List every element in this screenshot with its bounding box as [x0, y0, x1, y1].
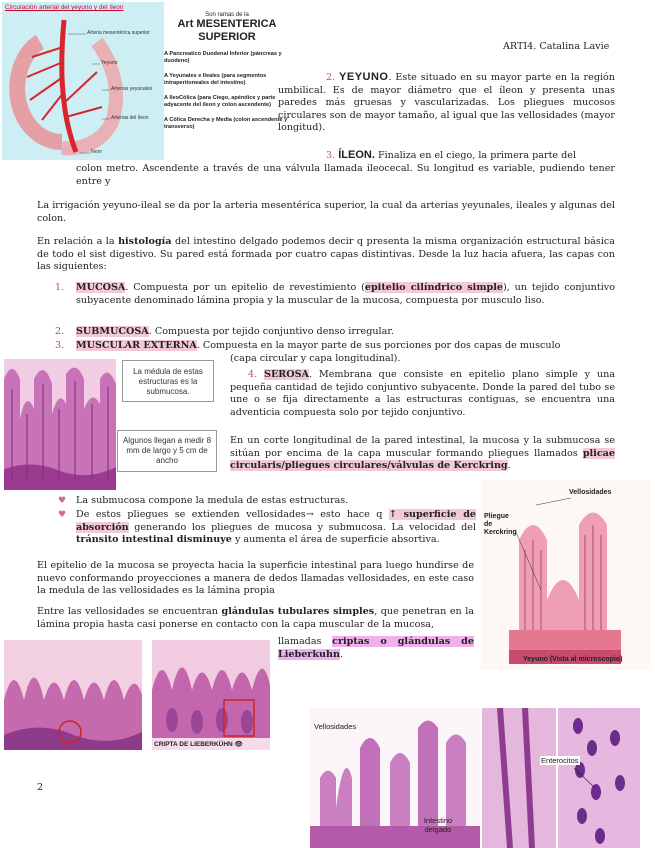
ileon-number: 3. [326, 150, 336, 161]
histologia-bold: histología [118, 236, 172, 247]
bullet-2-highlight: ↑ superficie de absorción [76, 509, 477, 533]
figure-crypt-histology-1 [4, 640, 142, 750]
layer-mucosa [55, 282, 615, 307]
corte-text: En un corte longitudinal de la pared intestinal, la mucosa y la submucosa se sitúan por encima de la capa muscular formando pliegues llamados [230, 435, 615, 459]
serosa-number: 4. [248, 369, 258, 380]
bullet-pliegues [58, 509, 477, 547]
muscular-title: MUSCULAR EXTERNA [76, 340, 197, 351]
layer-serosa [230, 369, 615, 419]
yeyuno-title: YEYUNO [339, 71, 389, 83]
yeyuno-number: 2. [326, 72, 336, 83]
bullet-2-post: y aumenta el área de superficie absortiva. [231, 534, 440, 546]
corte-end: . [507, 460, 511, 472]
heart-bullet-icon: ♥ [58, 496, 67, 506]
glandulas-line3 [278, 636, 474, 661]
mesenterica-title-1: Art MESENTERICA [177, 18, 277, 30]
figure-yeyuno-microscope [481, 480, 651, 670]
mesenteric-artery-illustration [2, 2, 164, 160]
submucosa-text: . Compuesta por tejido conjuntivo denso irregular. [148, 326, 394, 337]
figure-title: Circulación arterial del yeyuno y del íleon [5, 4, 124, 11]
mucosa-title: MUCOSA [76, 282, 126, 293]
ileon-heading-line [278, 149, 615, 163]
figure-villi-histology [4, 359, 116, 490]
mucosa-post: ), un tejido conjuntivo subyacente denominado lámina propia y la muscular de la mucosa, compuesta por musculo liso. [76, 282, 615, 306]
submucosa-title: SUBMUCOSA [76, 326, 149, 337]
crypt-illustration-2 [152, 640, 270, 738]
mesenterica-item: A Cólica Derecha y Media (colon ascendente y transverso) [164, 117, 288, 130]
submucosa-number: 2. [55, 326, 65, 337]
glandulas-end: . [339, 648, 343, 660]
callout-medir: Algunos llegan a medir 8 mm de largo y 5 cm de ancho [117, 430, 217, 472]
label-yeyuno: Yeyuno [101, 60, 118, 66]
mesenterica-subtitle: Son ramas de la [205, 12, 249, 18]
corte-paragraph [230, 435, 615, 473]
label-ileon: Íleon [91, 149, 102, 155]
bullet-1-text: La submucosa compone la medula de estas estructuras. [76, 495, 349, 506]
figure-crypt-histology-2 [152, 640, 270, 750]
irrigacion-paragraph: La irrigación yeyuno-ileal se da por la arteria mesentérica superior, la cual da arterias yeyunales, ileales y algunas del colon. [37, 200, 615, 224]
caption-cripta [154, 740, 243, 748]
label-intestino-delgado: Intestino delgado [423, 816, 453, 834]
mucosa-pre: . Compuesta por un epitelio de revestimiento ( [125, 282, 365, 293]
ileon-text-1: Finaliza en el ciego, la primera parte del [374, 150, 577, 161]
ileon-title: ÍLEON. [338, 149, 375, 161]
serosa-title: SEROSA [264, 369, 309, 380]
mesenterica-box [164, 12, 290, 131]
label-vellosidades: Vellosidades [569, 489, 612, 496]
muscular-number: 3. [55, 340, 65, 351]
author-header: ARTI4. Catalina Lavie [503, 41, 610, 52]
bullet-2-bold: tránsito intestinal disminuye [76, 534, 232, 546]
figure-vellosidades-enterocitos [310, 708, 640, 848]
crypt-illustration-1 [4, 640, 142, 750]
figure-arterial-circulation [2, 2, 164, 160]
mucosa-highlight: epitelio cilíndrico simple [364, 282, 503, 293]
histologia-pre: En relación a la [37, 236, 119, 247]
bullet-2-pre: De estos pliegues se extienden vellosidades→ esto hace q [76, 509, 389, 520]
callout-medula: La médula de estas estructuras es la submucosa. [122, 360, 214, 402]
glandulas-llamadas: llamadas [278, 636, 333, 647]
glandulas-pre: Entre las vellosidades se encuentran [37, 606, 222, 617]
epitelio-paragraph: El epitelio de la mucosa se proyecta hacia la superficie intestinal para luego hundirse de nuevo conformando proyecciones a manera de dedos llamadas vellosidades, en este caso la medula de las vellosidades es la lámina propia [37, 560, 474, 597]
mucosa-number: 1. [55, 282, 65, 293]
cripta-text: CRIPTA DE LIEBERKÜHN [154, 741, 233, 748]
muscular-text-1: . Compuesta en la mayor parte de sus porciones por dos capas de musculo [196, 340, 561, 351]
glandulas-highlight: criptas o glándulas de Lieberkuhn [278, 636, 474, 660]
label-arteria-mesenterica: Arteria mesentérica superior [87, 30, 150, 36]
mesenterica-item: A Yeyunales e Ileales (para segmentos intraperitoneales del intestino) [164, 73, 267, 86]
glandulas-paragraph [37, 606, 474, 631]
yeyuno-paragraph [278, 71, 615, 135]
yeyuno-illustration [481, 480, 651, 670]
histologia-paragraph [37, 236, 615, 274]
mesenterica-item: A IleoCólica (para Ciego, apéndice y parte adyacente del íleon y colon ascendente) [164, 95, 276, 108]
muscular-text-2: (capa circular y capa longitudinal). [230, 353, 401, 364]
label-vellosidades-bottom: Vellosidades [314, 722, 357, 731]
yeyuno-text: . Este situado en su mayor parte en la región umbilical. Es de mayor diámetro que el íleon y presenta unas paredes más gruesas y vascularizadas. Los pliegues mucosos circulares son de mayor tamaño, al igual que las vellosidades (mayor longitud). [278, 72, 615, 134]
mesenterica-title-2: SUPERIOR [198, 31, 256, 43]
layer-muscular [55, 340, 615, 353]
label-enterocitos: Enterocitos [541, 756, 579, 765]
serosa-text: . Membrana que consiste en epitelio plano simple y una pequeña cantidad de tejido conjuntivo subyacente. Donde la pared del tubo se une o se fija directamente a las estructuras contiguas, se encuentra una adventicia compuesta solo por tejido conjuntivo. [230, 369, 615, 418]
glandulas-post: , que penetran en la lámina propia hasta casi ponerse en contacto con la capa muscular de la mucosa, [37, 606, 475, 630]
label-pliegue-kerckring: Pliegue de Kerckring [484, 513, 517, 536]
villi-illustration [4, 359, 116, 490]
heart-bullet-icon: ♥ [58, 510, 67, 520]
corte-highlight: plicae circularis/pliegues circulares/válvulas de Kerckring [230, 447, 615, 472]
label-arterias-yeyunales: Arterias yeyunales [111, 86, 153, 92]
caption-yeyuno: Yeyuno (Vista al microscopio) [523, 656, 623, 663]
eye-icon: 👁 [234, 741, 243, 748]
vellosidades-illustration [310, 708, 640, 848]
bullet-submucosa [58, 495, 476, 508]
page-number: 2 [37, 782, 44, 793]
glandulas-bold: glándulas tubulares simples [221, 606, 375, 617]
histologia-post: del intestino delgado podemos decir q presenta la misma organización estructural básica de todo el sist digestivo. Su pared está formada por cuatro capas distintivas. Desde la luz hacia afuera, las capas con las siguientes: [37, 236, 615, 273]
ileon-text-rest: colon metro. Ascendente a través de una válvula llamada ileocecal. Su longitud es variable, pudiendo tener entre y [76, 163, 615, 187]
layer-submucosa [55, 326, 615, 339]
mesenterica-item: A Pancreatico Duodenal Inferior (páncreas y duodeno) [164, 51, 282, 64]
label-arterias-ileon: Arterias del íleon [111, 115, 149, 121]
bullet-2-mid: generando los pliegues de mucosa y submucosa. La velocidad del [128, 521, 476, 533]
